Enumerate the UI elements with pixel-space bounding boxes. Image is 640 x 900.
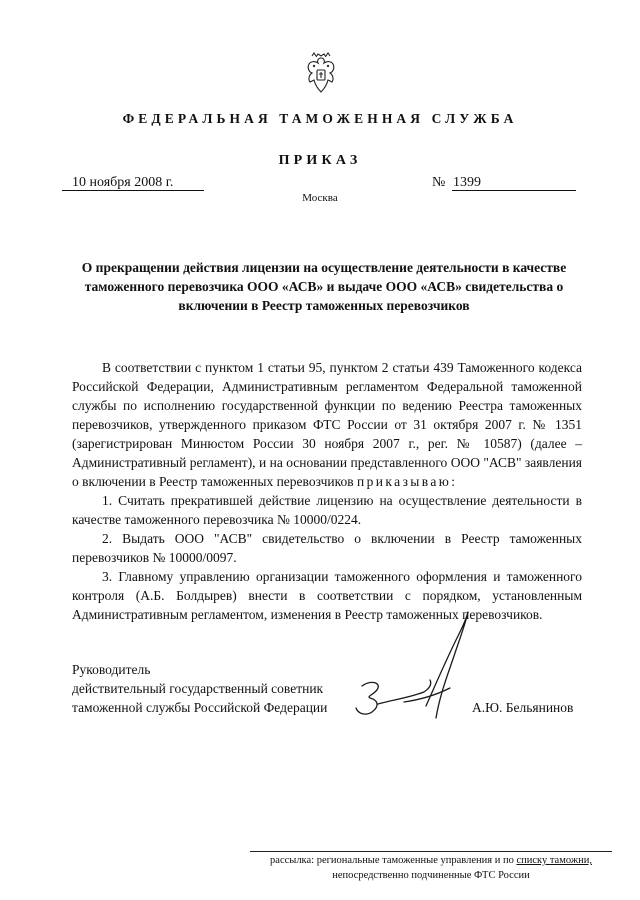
- distribution-list: [250, 853, 612, 883]
- russian-coat-of-arms-icon: [302, 52, 340, 96]
- distribution-line-1: [250, 853, 612, 868]
- order-date: 10 ноября 2008 г.: [62, 175, 204, 191]
- order-body: [72, 358, 582, 624]
- distribution-divider: [250, 851, 612, 852]
- signatory-name: А.Ю. Бельянинов: [472, 700, 574, 715]
- preamble-paragraph: [72, 358, 582, 491]
- position-line: Руководитель: [72, 662, 151, 677]
- directive-text: приказываю:: [357, 474, 458, 489]
- order-subject: О прекращении действия лицензии на осуществление деятельности в качестве таможенного перевозчика ООО «АСВ» и выдаче ООО «АСВ» свидетельства о включении в Реестр таможенных перевозчиков: [81, 260, 567, 313]
- order-title: ПРИКАЗ: [278, 153, 362, 168]
- distribution-underlined: списку таможни,: [516, 855, 592, 866]
- signatory-position: [72, 660, 327, 717]
- position-line: действительный государственный советник: [72, 681, 324, 696]
- order-item-3: 3. Главному управлению организации таможенного оформления и таможенного контроля (А.Б. Болдырев) внести в соответствии с порядком, установленным Административным регламентом, изменения в Реестр таможенных перевозчиков.: [72, 569, 582, 622]
- position-line: таможенной службы Российской Федерации: [72, 700, 328, 715]
- order-item-1: 1. Считать прекратившей действие лицензию на осуществление деятельности в качестве таможенного перевозчика № 10000/0224.: [72, 493, 582, 527]
- order-number-label: №: [432, 175, 446, 190]
- distribution-prefix: рассылка: региональные таможенные управления и по: [270, 855, 517, 866]
- agency-name: ФЕДЕРАЛЬНАЯ ТАМОЖЕННАЯ СЛУЖБА: [122, 111, 518, 126]
- handwritten-signature: [340, 608, 480, 728]
- city: Москва: [302, 192, 338, 204]
- order-item-2: 2. Выдать ООО "АСВ" свидетельство о включении в Реестр таможенных перевозчиков № 10000/0097.: [72, 531, 582, 565]
- order-number: 1399: [452, 175, 576, 191]
- preamble-text: В соответствии с пунктом 1 статьи 95, пунктом 2 статьи 439 Таможенного кодекса Российской Федерации, Административным регламентом Федеральной таможенной службы по исполнению государственной функции по ведению Реестра таможенных перевозчиков, утвержденного приказом ФТС России от 31 октября 2007 г. № 1351 (зарегистрирован Минюстом России 30 ноября 2007 г., рег. № 10587) (далее – Административный регламент), и на основании представленного ООО "АСВ" заявления о включении в Реестр таможенных перевозчиков: [72, 360, 582, 489]
- distribution-line-2: непосредственно подчиненные ФТС России: [332, 870, 530, 881]
